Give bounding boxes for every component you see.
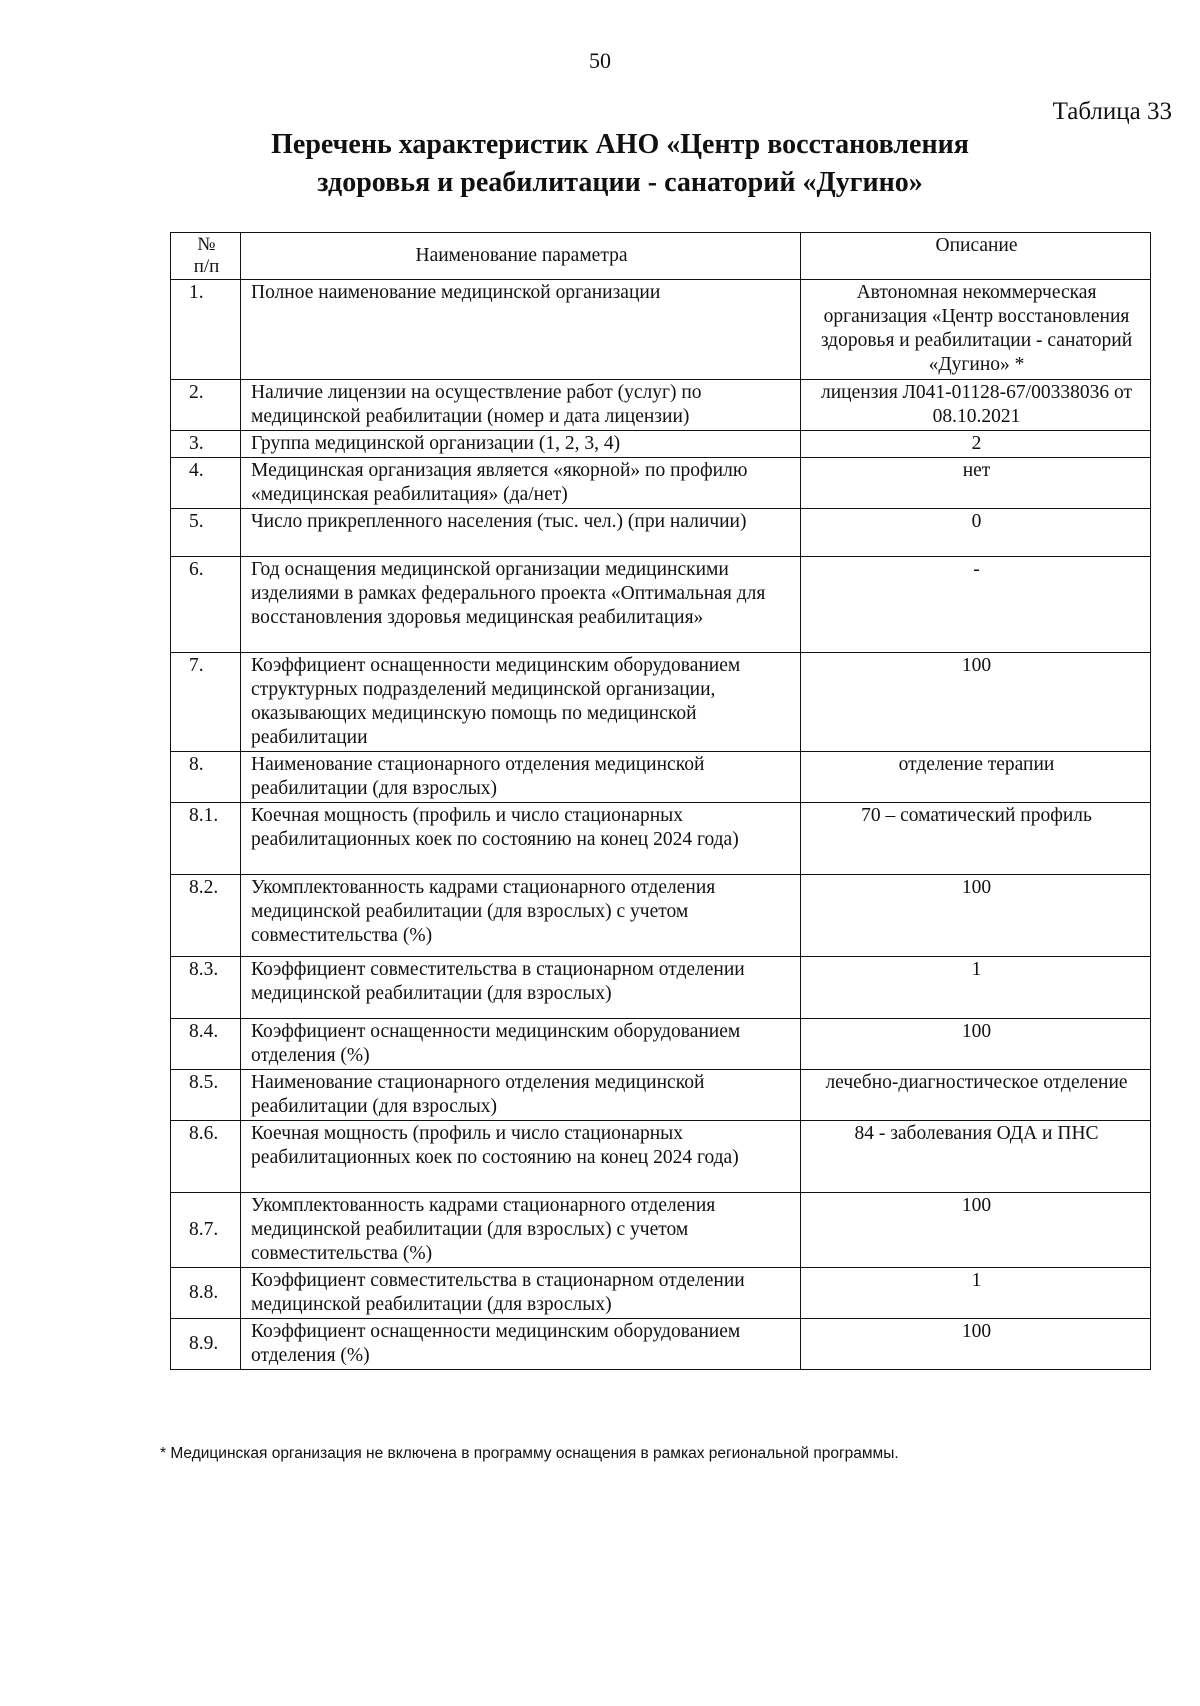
row-parameter-name: Число прикрепленного населения (тыс. чел.) (при наличии) bbox=[241, 509, 801, 557]
row-description: 100 bbox=[801, 1019, 1151, 1070]
row-number: 8.2. bbox=[171, 875, 241, 957]
row-parameter-name: Коечная мощность (профиль и число стационарных реабилитационных коек по состоянию на конец 2024 года) bbox=[241, 1121, 801, 1193]
row-parameter-name: Коечная мощность (профиль и число стационарных реабилитационных коек по состоянию на конец 2024 года) bbox=[241, 803, 801, 875]
row-number: 8.1. bbox=[171, 803, 241, 875]
table-row bbox=[171, 431, 1151, 458]
row-parameter-name: Наименование стационарного отделения медицинской реабилитации (для взрослых) bbox=[241, 1070, 801, 1121]
row-number: 2. bbox=[171, 380, 241, 431]
header-number-line-2: п/п bbox=[193, 256, 220, 277]
row-number: 6. bbox=[171, 557, 241, 653]
row-parameter-name: Наименование стационарного отделения медицинской реабилитации (для взрослых) bbox=[241, 752, 801, 803]
row-description: отделение терапии bbox=[801, 752, 1151, 803]
row-number: 8.7. bbox=[171, 1193, 241, 1268]
row-description: нет bbox=[801, 458, 1151, 509]
table-row bbox=[171, 752, 1151, 803]
document-title bbox=[150, 126, 1090, 202]
row-number: 5. bbox=[171, 509, 241, 557]
row-description: - bbox=[801, 557, 1151, 653]
table-row bbox=[171, 1319, 1151, 1370]
row-parameter-name: Коэффициент оснащенности медицинским оборудованием структурных подразделений медицинской организации, оказывающих медицинскую помощь по медицинской реабилитации bbox=[241, 653, 801, 752]
row-number: 1. bbox=[171, 280, 241, 380]
table-row bbox=[171, 509, 1151, 557]
row-number: 8.6. bbox=[171, 1121, 241, 1193]
row-parameter-name: Год оснащения медицинской организации медицинскими изделиями в рамках федерального проекта «Оптимальная для восстановления здоровья медицинская реабилитация» bbox=[241, 557, 801, 653]
row-number: 8.5. bbox=[171, 1070, 241, 1121]
characteristics-table bbox=[170, 232, 1151, 1370]
table-row bbox=[171, 875, 1151, 957]
row-description: Автономная некоммерческая организация «Центр восстановления здоровья и реабилитации - санаторий «Дугино» * bbox=[801, 280, 1151, 380]
table-row bbox=[171, 557, 1151, 653]
row-description: лицензия Л041-01128-67/00338036 от 08.10.2021 bbox=[801, 380, 1151, 431]
table-row bbox=[171, 803, 1151, 875]
header-description: Описание bbox=[801, 233, 1151, 280]
table-row bbox=[171, 380, 1151, 431]
table-row bbox=[171, 1019, 1151, 1070]
row-description: 2 bbox=[801, 431, 1151, 458]
row-number: 7. bbox=[171, 653, 241, 752]
table-row bbox=[171, 1070, 1151, 1121]
row-description: 1 bbox=[801, 957, 1151, 1019]
row-number: 8. bbox=[171, 752, 241, 803]
row-description: лечебно-диагностическое отделение bbox=[801, 1070, 1151, 1121]
row-number: 8.4. bbox=[171, 1019, 241, 1070]
row-parameter-name: Коэффициент оснащенности медицинским оборудованием отделения (%) bbox=[241, 1319, 801, 1370]
row-description: 100 bbox=[801, 1193, 1151, 1268]
table-label: Таблица 33 bbox=[1052, 98, 1172, 125]
row-parameter-name: Коэффициент совместительства в стационарном отделении медицинской реабилитации (для взрослых) bbox=[241, 1268, 801, 1319]
row-description: 0 bbox=[801, 509, 1151, 557]
table-row bbox=[171, 1268, 1151, 1319]
row-description: 100 bbox=[801, 875, 1151, 957]
footnote: * Медицинская организация не включена в программу оснащения в рамках региональной программы. bbox=[160, 1445, 899, 1462]
row-parameter-name: Медицинская организация является «якорной» по профилю «медицинская реабилитация» (да/нет) bbox=[241, 458, 801, 509]
table-row bbox=[171, 957, 1151, 1019]
page-number: 50 bbox=[589, 48, 611, 73]
title-line-1: Перечень характеристик АНО «Центр восстановления bbox=[271, 129, 969, 160]
table-row bbox=[171, 1121, 1151, 1193]
row-description: 1 bbox=[801, 1268, 1151, 1319]
row-parameter-name: Коэффициент оснащенности медицинским оборудованием отделения (%) bbox=[241, 1019, 801, 1070]
table-row bbox=[171, 458, 1151, 509]
table-header-row bbox=[171, 233, 1151, 280]
table-row bbox=[171, 1193, 1151, 1268]
row-parameter-name: Наличие лицензии на осуществление работ (услуг) по медицинской реабилитации (номер и дата лицензии) bbox=[241, 380, 801, 431]
row-description: 84 - заболевания ОДА и ПНС bbox=[801, 1121, 1151, 1193]
header-number-line-1: № bbox=[197, 234, 216, 255]
row-description: 100 bbox=[801, 653, 1151, 752]
row-parameter-name: Укомплектованность кадрами стационарного отделения медицинской реабилитации (для взрослых) с учетом совместительства (%) bbox=[241, 1193, 801, 1268]
row-number: 4. bbox=[171, 458, 241, 509]
row-parameter-name: Группа медицинской организации (1, 2, 3, 4) bbox=[241, 431, 801, 458]
row-parameter-name: Укомплектованность кадрами стационарного отделения медицинской реабилитации (для взрослых) с учетом совместительства (%) bbox=[241, 875, 801, 957]
table-row bbox=[171, 653, 1151, 752]
row-parameter-name: Коэффициент совместительства в стационарном отделении медицинской реабилитации (для взрослых) bbox=[241, 957, 801, 1019]
row-description: 70 – соматический профиль bbox=[801, 803, 1151, 875]
row-parameter-name: Полное наименование медицинской организации bbox=[241, 280, 801, 380]
row-number: 3. bbox=[171, 431, 241, 458]
row-number: 8.3. bbox=[171, 957, 241, 1019]
table-row bbox=[171, 280, 1151, 380]
row-number: 8.9. bbox=[171, 1319, 241, 1370]
header-parameter-name: Наименование параметра bbox=[241, 233, 801, 280]
row-number: 8.8. bbox=[171, 1268, 241, 1319]
header-number bbox=[171, 233, 241, 280]
title-line-2: здоровья и реабилитации - санаторий «Дугино» bbox=[317, 167, 923, 198]
row-description: 100 bbox=[801, 1319, 1151, 1370]
